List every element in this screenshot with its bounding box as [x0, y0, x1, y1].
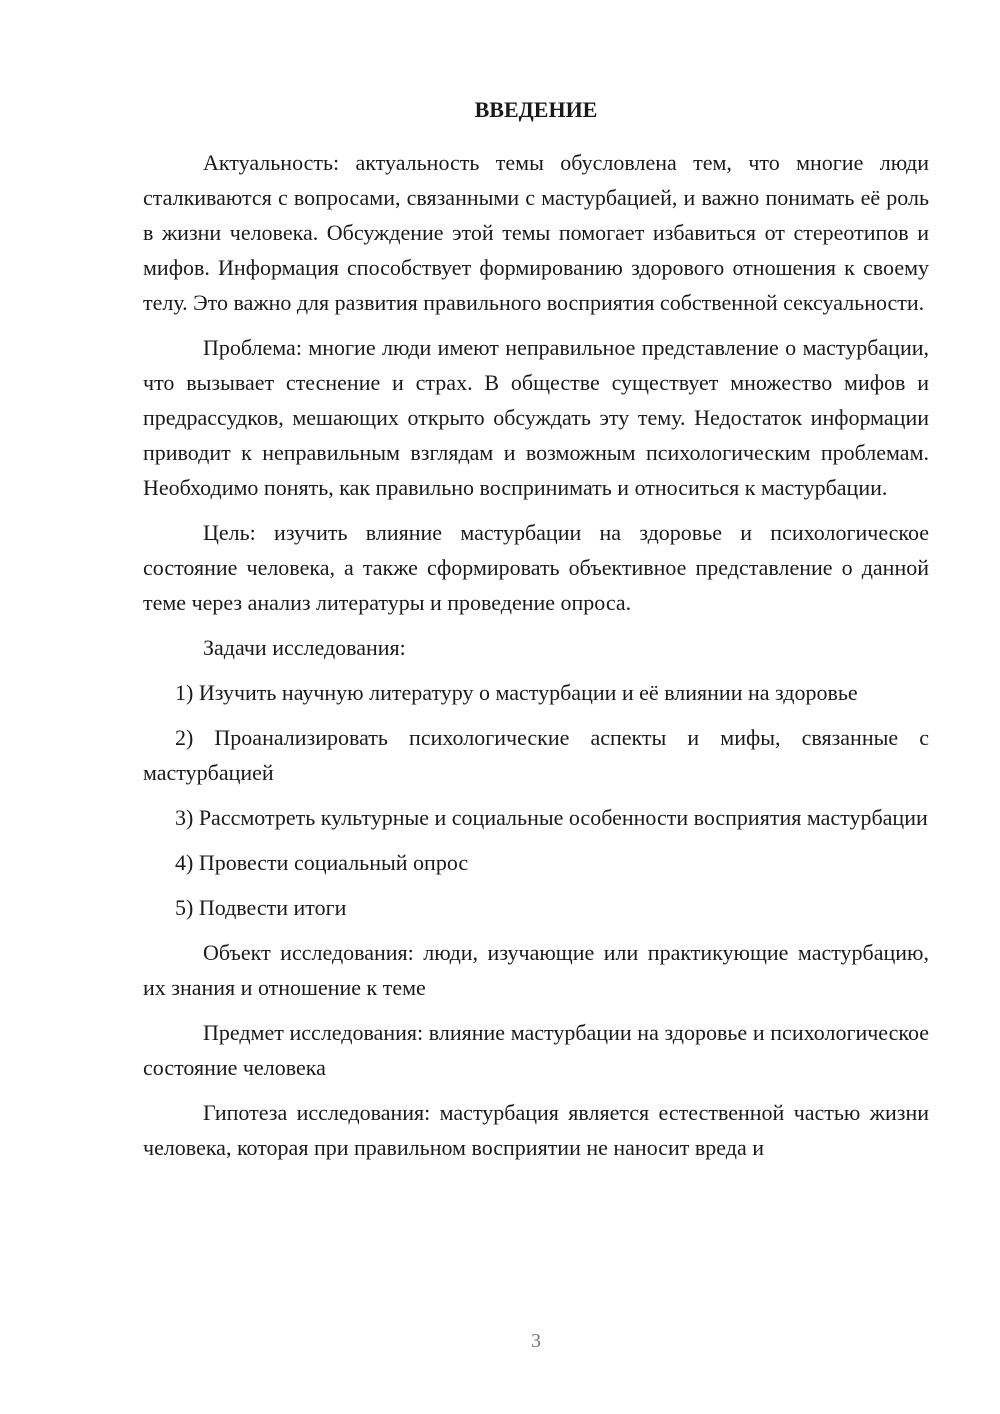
document-page: [143, 92, 929, 1175]
task-item: 2) Проанализировать психологические аспекты и мифы, связанные с мастурбацией: [143, 725, 929, 785]
page-title: ВВЕДЕНИЕ: [474, 97, 598, 122]
paragraph-tasks-heading: Задачи исследования:: [203, 635, 406, 660]
paragraph-subject: Предмет исследования: влияние мастурбации на здоровье и психологическое состояние человека: [143, 1020, 929, 1080]
page-number: 3: [531, 1330, 541, 1352]
paragraph-problem: Проблема: многие люди имеют неправильное представление о мастурбации, что вызывает стеснение и страх. В обществе существует множество мифов и предрассудков, мешающих открыто обсуждать эту тему. Недостаток информации приводит к неправильным взглядам и возможным психологическим проблемам. Необходимо понять, как правильно воспринимать и относиться к мастурбации.: [143, 335, 929, 500]
task-item: 1) Изучить научную литературу о мастурбации и её влиянии на здоровье: [175, 680, 858, 705]
paragraph-object: Объект исследования: люди, изучающие или практикующие мастурбацию, их знания и отношение к теме: [143, 940, 929, 1000]
task-item: 5) Подвести итоги: [175, 895, 347, 920]
paragraph-relevance: Актуальность: актуальность темы обусловлена тем, что многие люди сталкиваются с вопросами, связанными с мастурбацией, и важно понимать её роль в жизни человека. Обсуждение этой темы помогает избавиться от стереотипов и мифов. Информация способствует формированию здорового отношения к своему телу. Это важно для развития правильного восприятия собственной сексуальности.: [143, 150, 929, 315]
task-item: 4) Провести социальный опрос: [175, 850, 469, 875]
paragraph-hypothesis: Гипотеза исследования: мастурбация является естественной частью жизни человека, которая при правильном восприятии не наносит вреда и: [143, 1100, 929, 1160]
paragraph-goal: Цель: изучить влияние мастурбации на здоровье и психологическое состояние человека, а также сформировать объективное представление о данной теме через анализ литературы и проведение опроса.: [143, 520, 929, 615]
task-item: 3) Рассмотреть культурные и социальные особенности восприятия мастурбации: [175, 805, 928, 830]
